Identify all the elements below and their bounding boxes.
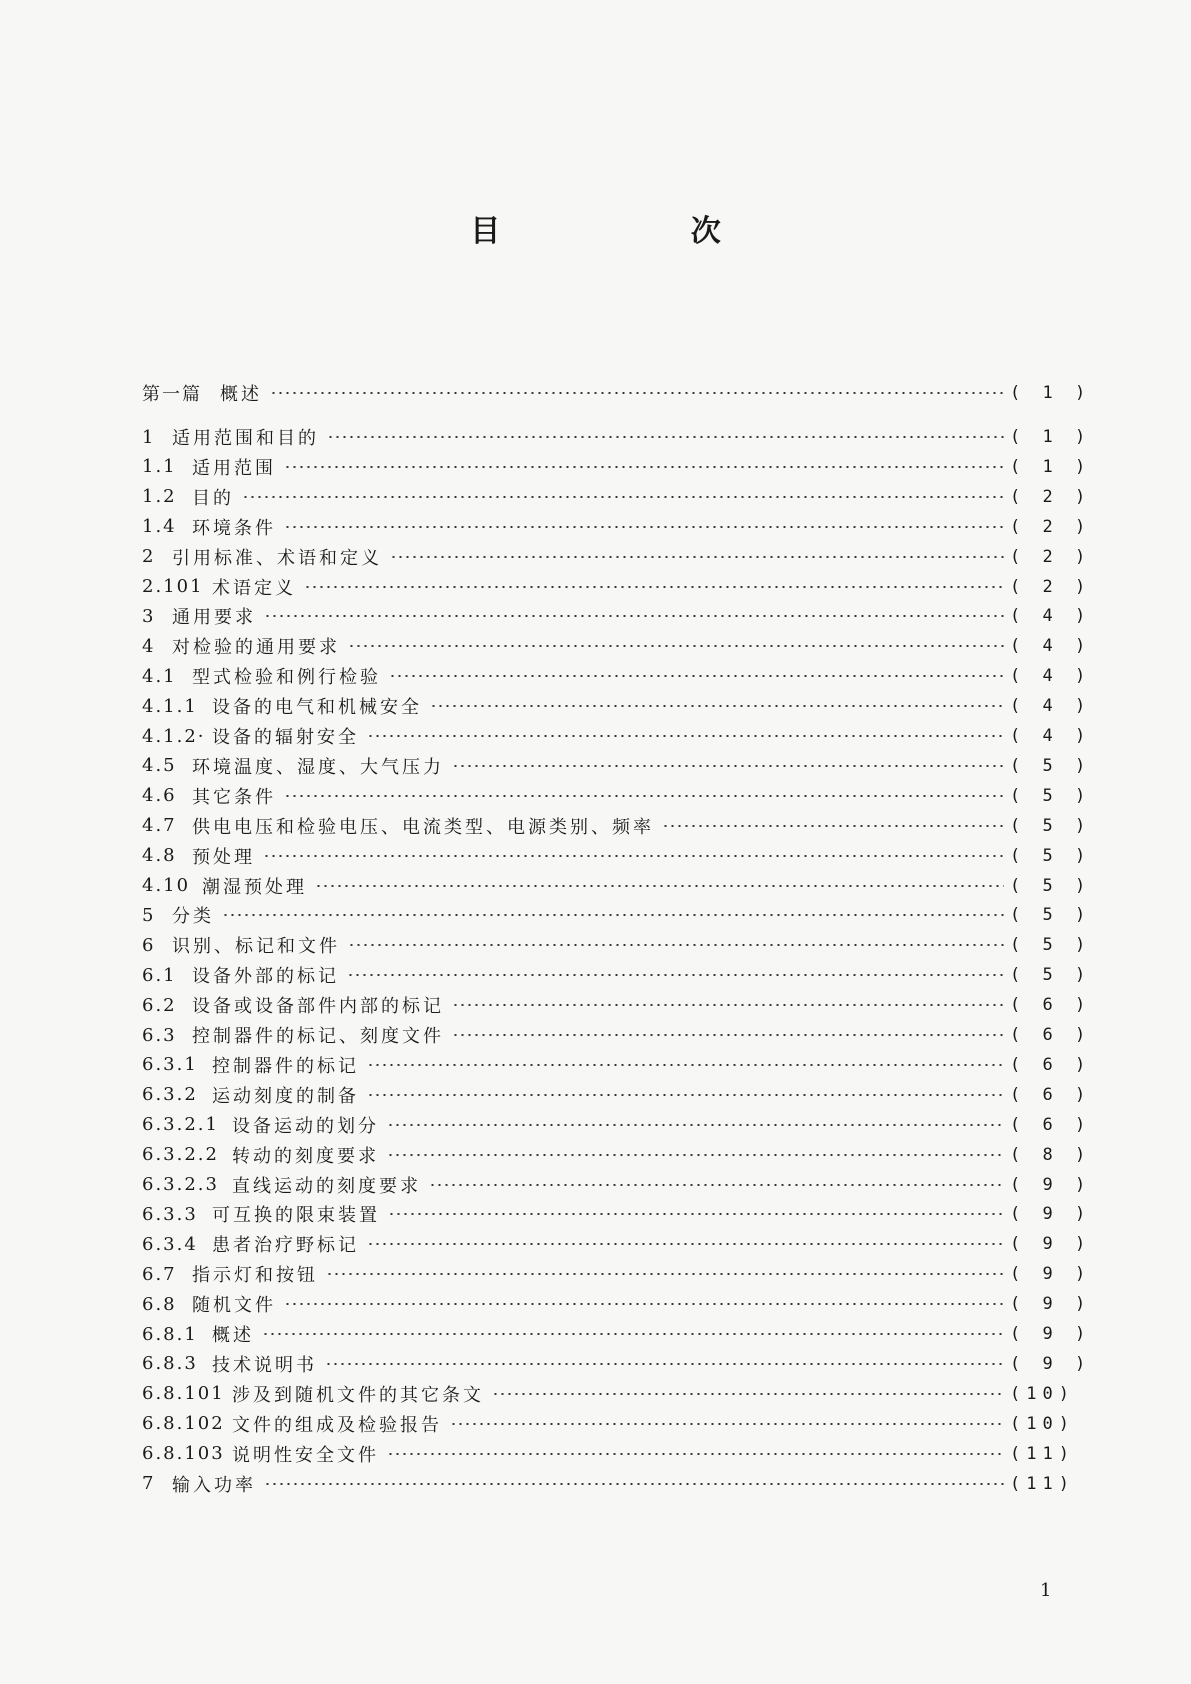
toc-entry xyxy=(142,1409,1075,1439)
toc-entry-number: 4.1.2· xyxy=(142,725,206,747)
toc-entry-title: 分类 xyxy=(172,906,214,928)
toc-leader-dots xyxy=(348,944,1004,946)
toc-leader-dots xyxy=(452,765,1004,767)
toc-entry-page: ( 6 ) xyxy=(1010,1025,1092,1045)
toc-leader-dots xyxy=(326,1273,1004,1275)
toc-entry xyxy=(142,1229,1092,1259)
toc-entry-title: 患者治疗野标记 xyxy=(212,1235,359,1257)
toc-entry-number: 4.5 xyxy=(142,755,177,777)
toc-entry-number: 6.8.101 xyxy=(142,1383,225,1405)
toc-entry xyxy=(142,930,1092,960)
toc-entry-number: 6.3.2 xyxy=(142,1084,198,1106)
toc-entry-number: 4.10 xyxy=(142,875,191,896)
toc-entry-page: ( 6 ) xyxy=(1010,995,1092,1016)
toc-entry-number: 6.3.2.1 xyxy=(142,1114,219,1136)
toc-entry xyxy=(142,1379,1075,1409)
toc-entry-title: 运动刻度的制备 xyxy=(212,1085,359,1107)
toc-entry-number: 6.8.102 xyxy=(142,1413,225,1435)
toc-leader-dots xyxy=(284,466,1004,468)
toc-entry-number: 3 xyxy=(142,605,156,627)
toc-entry xyxy=(142,378,1092,408)
toc-entry-title: 直线运动的刻度要求 xyxy=(232,1175,421,1197)
toc-leader-dots xyxy=(452,1034,1004,1036)
toc-entry xyxy=(142,1439,1075,1469)
toc-entry-number: 6.8.103 xyxy=(142,1443,225,1465)
toc-leader-dots xyxy=(270,392,1004,394)
toc-entry xyxy=(142,1349,1092,1379)
toc-entry-title: 环境条件 xyxy=(192,517,276,539)
toc-entry-title: 引用标准、术语和定义 xyxy=(172,547,382,569)
toc-entry-title: 概述 xyxy=(212,1325,254,1346)
toc-entry-title: 适用范围和目的 xyxy=(172,428,319,449)
toc-entry-title: 指示灯和按钮 xyxy=(192,1265,318,1287)
toc-entry-page: ( 5 ) xyxy=(1010,785,1092,806)
toc-entry-number: 6.3.4 xyxy=(142,1233,198,1255)
toc-entry-number: 2.101 xyxy=(142,576,204,597)
toc-entry-number: 6.3.2.2 xyxy=(142,1144,219,1166)
toc-entry-title: 设备的辐射安全 xyxy=(212,727,359,748)
toc-entry-number: 4.8 xyxy=(142,845,177,867)
toc-entry-page: ( 5 ) xyxy=(1010,815,1092,836)
toc-entry-page: ( 6 ) xyxy=(1010,1054,1092,1075)
toc-leader-dots xyxy=(429,1184,1004,1186)
toc-leader-dots xyxy=(264,1483,1004,1485)
toc-entry xyxy=(142,1020,1092,1050)
toc-entry-page: ( 5 ) xyxy=(1010,875,1092,896)
toc-entry-title: 适用范围 xyxy=(192,457,276,479)
toc-entry xyxy=(142,572,1092,602)
toc-entry-page: ( 9 ) xyxy=(1010,1264,1092,1285)
toc-entry-number: 7 xyxy=(142,1473,156,1494)
toc-entry-title: 识别、标记和文件 xyxy=(172,936,340,958)
toc-entry-page: (11) xyxy=(1010,1443,1075,1464)
toc-leader-dots xyxy=(367,1064,1004,1066)
toc-entry xyxy=(142,781,1092,811)
toc-entry-title: 供电电压和检验电压、电流类型、电源类别、频率 xyxy=(192,816,654,838)
toc-leader-dots xyxy=(430,705,1004,707)
toc-entry-number: 6.3.3 xyxy=(142,1203,198,1225)
toc-entry-title: 设备外部的标记 xyxy=(192,966,339,988)
toc-entry xyxy=(142,691,1092,721)
toc-entry xyxy=(142,1140,1092,1170)
toc-leader-dots xyxy=(367,1243,1004,1245)
toc-entry-page: ( 5 ) xyxy=(1010,905,1092,926)
toc-leader-dots xyxy=(662,825,1004,827)
toc-leader-dots xyxy=(284,526,1004,528)
toc-entry xyxy=(142,631,1092,661)
toc-leader-dots xyxy=(264,615,1004,617)
toc-leader-dots xyxy=(222,914,1004,916)
toc-entry-page: ( 2 ) xyxy=(1010,486,1092,507)
toc-entry-title: 设备运动的划分 xyxy=(232,1115,379,1137)
toc-entry xyxy=(142,1080,1092,1110)
toc-entry-number: 6.1 xyxy=(142,964,177,986)
toc-entry-title: 可互换的限束装置 xyxy=(212,1205,380,1227)
toc-leader-dots xyxy=(304,586,1004,588)
toc-entry-title: 涉及到随机文件的其它条文 xyxy=(232,1384,484,1406)
toc-leader-dots xyxy=(389,675,1004,677)
toc-entry xyxy=(142,601,1092,631)
toc-entry-page: ( 5 ) xyxy=(1010,755,1092,776)
toc-entry xyxy=(142,871,1092,901)
toc-leader-dots xyxy=(242,496,1004,498)
toc-entry xyxy=(142,542,1092,572)
toc-entry xyxy=(142,482,1092,512)
toc-entry-number: 1.2 xyxy=(142,486,177,508)
toc-leader-dots xyxy=(315,885,1004,887)
toc-entry xyxy=(142,1170,1092,1200)
toc-entry xyxy=(142,960,1092,990)
toc-entry-page: ( 5 ) xyxy=(1010,965,1092,986)
toc-entry-title: 输入功率 xyxy=(172,1474,256,1496)
toc-leader-dots xyxy=(325,1363,1004,1365)
toc-entry xyxy=(142,1259,1092,1289)
toc-entry xyxy=(142,1050,1092,1080)
toc-entry xyxy=(142,1110,1092,1140)
toc-entry-page: (10) xyxy=(1010,1383,1075,1404)
toc-entry-title: 设备或设备部件内部的标记 xyxy=(192,996,444,1018)
toc-leader-dots xyxy=(492,1393,1004,1395)
toc-entry-page: ( 4 ) xyxy=(1010,636,1092,657)
toc-entry-page: ( 2 ) xyxy=(1010,546,1092,567)
toc-entry-page: ( 9 ) xyxy=(1010,1174,1092,1195)
toc-entry-number: 2 xyxy=(142,546,156,568)
toc-entry-number: 4.1 xyxy=(142,665,177,687)
toc-leader-dots xyxy=(390,556,1004,558)
toc-entry-title: 通用要求 xyxy=(172,607,256,629)
toc-entry-page: ( 9 ) xyxy=(1010,1204,1092,1225)
toc-leader-dots xyxy=(262,1333,1004,1335)
toc-leader-dots xyxy=(347,974,1004,976)
toc-entry-title: 随机文件 xyxy=(192,1295,276,1317)
toc-entry-page: (10) xyxy=(1010,1413,1075,1434)
toc-leader-dots xyxy=(387,1154,1004,1156)
toc-entry-title: 设备的电气和机械安全 xyxy=(212,697,422,719)
toc-entry-number: 4.1.1 xyxy=(142,695,198,717)
toc-entry xyxy=(142,1319,1092,1349)
toc-leader-dots xyxy=(450,1423,1004,1425)
toc-entry-page: ( 6 ) xyxy=(1010,1114,1092,1135)
toc-leader-dots xyxy=(327,436,1004,438)
toc-entry-title: 其它条件 xyxy=(192,786,276,808)
toc-entry-number: 6.2 xyxy=(142,994,177,1016)
toc-entry-page: ( 8 ) xyxy=(1010,1144,1092,1165)
toc-entry-title: 转动的刻度要求 xyxy=(232,1145,379,1167)
toc-entry-number: 4.7 xyxy=(142,815,177,837)
toc-entry-title: 对检验的通用要求 xyxy=(172,637,340,659)
toc-entry-page: ( 9 ) xyxy=(1010,1234,1092,1255)
toc-leader-dots xyxy=(263,855,1004,857)
toc-entry xyxy=(142,1199,1092,1229)
toc-entry xyxy=(142,900,1092,930)
toc-entry-page: ( 4 ) xyxy=(1010,696,1092,717)
toc-leader-dots xyxy=(367,735,1004,737)
toc-entry xyxy=(142,452,1092,482)
toc-entry-number: 1 xyxy=(142,426,156,448)
toc-entry-number: 1.1 xyxy=(142,456,177,478)
toc-entry-title: 潮湿预处理 xyxy=(202,876,307,898)
toc-entry-title: 术语定义 xyxy=(212,577,296,599)
toc-entry-page: ( 2 ) xyxy=(1010,516,1092,537)
toc-entry-number: 6 xyxy=(142,934,156,956)
toc-entry-title: 环境温度、湿度、大气压力 xyxy=(192,756,444,778)
toc-entry-number: 1.4 xyxy=(142,516,177,538)
toc-entry-page: ( 2 ) xyxy=(1010,576,1092,597)
toc-entry xyxy=(142,811,1092,841)
toc-entry-page: ( 9 ) xyxy=(1010,1294,1092,1315)
toc-entry-title: 技术说明书 xyxy=(212,1354,317,1376)
toc-entry-title: 控制器件的标记、刻度文件 xyxy=(192,1026,444,1047)
toc-entry xyxy=(142,990,1092,1020)
toc-entry-number: 第一篇 xyxy=(142,384,202,405)
toc-entry-title: 型式检验和例行检验 xyxy=(192,667,381,689)
toc-entry-page: ( 1 ) xyxy=(1010,456,1092,477)
toc-entry-title: 预处理 xyxy=(192,846,255,868)
toc-entry-number: 4.6 xyxy=(142,785,177,807)
toc-entry-number: 6.3.1 xyxy=(142,1054,198,1076)
toc-entry-number: 6.3 xyxy=(142,1024,177,1046)
toc-entry-number: 6.7 xyxy=(142,1263,177,1285)
toc-entry xyxy=(142,841,1092,871)
toc-entry-page: ( 5 ) xyxy=(1010,845,1092,866)
toc-leader-dots xyxy=(348,645,1004,647)
toc-entry xyxy=(142,1469,1075,1499)
toc-entry-page: ( 4 ) xyxy=(1010,606,1092,627)
page-number: 1 xyxy=(1040,1580,1052,1601)
toc-entry-title: 说明性安全文件 xyxy=(232,1444,379,1466)
toc-entry-number: 5 xyxy=(142,904,156,926)
toc-entry xyxy=(142,661,1092,691)
toc-entry xyxy=(142,1289,1092,1319)
toc-entry-page: ( 5 ) xyxy=(1010,935,1092,956)
toc-entry-page: ( 1 ) xyxy=(1010,383,1092,403)
toc-entry-page: ( 9 ) xyxy=(1010,1353,1092,1374)
toc-leader-dots xyxy=(387,1453,1004,1455)
toc-leader-dots xyxy=(367,1094,1004,1096)
toc-entry-page: ( 1 ) xyxy=(1010,427,1092,447)
toc-entry-number: 4 xyxy=(142,635,156,657)
toc-leader-dots xyxy=(452,1004,1004,1006)
toc-entry-number: 6.8 xyxy=(142,1293,177,1315)
toc-entry-page: ( 4 ) xyxy=(1010,726,1092,746)
toc-entry-title: 目的 xyxy=(192,487,234,509)
toc-entry-page: ( 6 ) xyxy=(1010,1084,1092,1105)
toc-entry xyxy=(142,751,1092,781)
toc-leader-dots xyxy=(388,1213,1004,1215)
toc-leader-dots xyxy=(284,1303,1004,1305)
toc-leader-dots xyxy=(284,795,1004,797)
toc-entry-page: ( 4 ) xyxy=(1010,666,1092,687)
toc-entry-page: ( 9 ) xyxy=(1010,1324,1092,1344)
toc-entry-title: 控制器件的标记 xyxy=(212,1055,359,1077)
toc-entry-page: (11) xyxy=(1010,1473,1075,1494)
toc-entry xyxy=(142,721,1092,751)
toc-leader-dots xyxy=(387,1124,1004,1126)
toc-entry-number: 6.8.3 xyxy=(142,1353,198,1375)
toc-entry-title: 概述 xyxy=(220,384,262,405)
toc-entry xyxy=(142,422,1092,452)
page-title: 目 次 xyxy=(470,214,811,249)
toc-entry-number: 6.8.1 xyxy=(142,1323,198,1345)
toc-entry-number: 6.3.2.3 xyxy=(142,1174,219,1195)
toc-entry xyxy=(142,512,1092,542)
toc-entry-title: 文件的组成及检验报告 xyxy=(232,1414,442,1436)
